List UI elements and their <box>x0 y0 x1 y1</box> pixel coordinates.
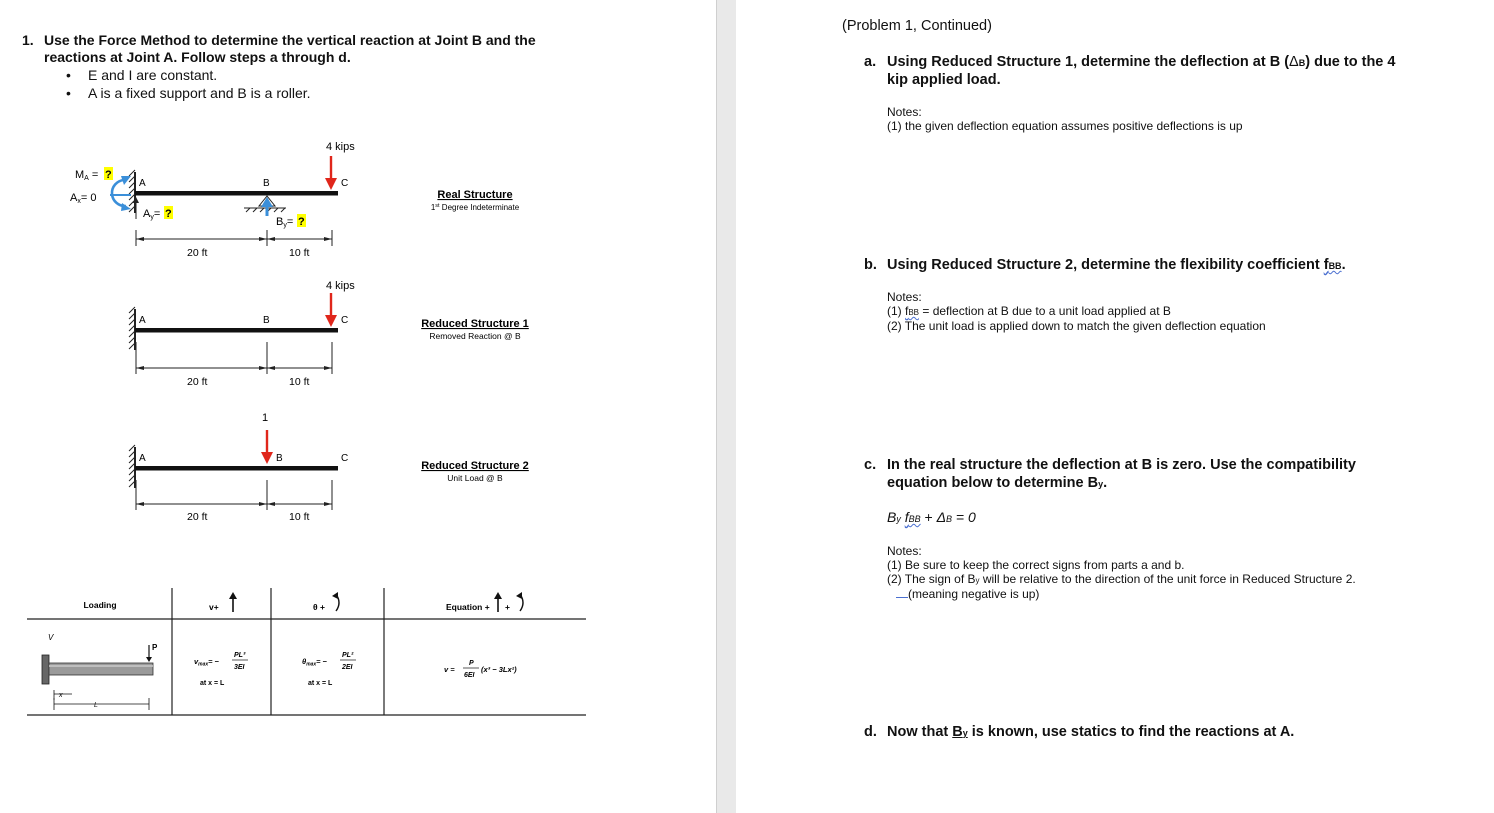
part-c-line2: equation below to determine By. <box>887 475 1108 491</box>
cantilever-beam <box>49 663 153 675</box>
part-c-line1: In the real structure the deflection at B is zero. Use the compatibility <box>887 457 1356 473</box>
joint-c-label: C <box>341 178 349 189</box>
cantilever-wall <box>42 655 49 684</box>
joint-b-label: B <box>276 453 283 464</box>
structure-diagrams <box>0 0 716 813</box>
part-b-letter: b. <box>864 257 877 273</box>
part-c-notes-heading: Notes: <box>887 544 922 558</box>
page-gutter <box>716 0 737 813</box>
real-structure-title: Real Structure <box>437 189 513 201</box>
by-label: By= <box>276 216 294 229</box>
part-d-line: Now that By is known, use statics to find the reactions at A. <box>887 724 1295 740</box>
joint-a-label: A <box>139 178 146 189</box>
thetamax-numerator: PL² <box>342 652 354 659</box>
ay-unknown: ? <box>165 208 172 220</box>
v-axis-label: V <box>48 633 54 642</box>
joint-b-label: B <box>263 315 270 326</box>
equation-denominator: 6EI <box>464 672 475 679</box>
part-a-notes-heading: Notes: <box>887 105 922 119</box>
compatibility-equation: By fBB + ΔB = 0 <box>887 509 976 525</box>
table-header-deflection: v+ <box>209 602 219 612</box>
real-structure-subtitle: 1st Degree Indeterminate <box>430 203 520 212</box>
joint-c-label: C <box>341 315 349 326</box>
span1-label: 20 ft <box>187 511 208 523</box>
table-header-plus: + <box>505 602 510 612</box>
reduced-beam-2 <box>135 466 338 471</box>
bullet-item: • E and I are constant. <box>66 67 218 83</box>
continued-header: (Problem 1, Continued) <box>842 18 992 34</box>
deflection-table <box>27 588 586 715</box>
reduced-structure-1-title: Reduced Structure 1 <box>421 318 529 330</box>
joint-a-label: A <box>139 315 146 326</box>
equation-numerator: P <box>469 660 474 667</box>
reduced-beam-1 <box>135 328 338 333</box>
reduced-structure-1-diagram <box>129 280 529 388</box>
part-c-note-3: (meaning negative is up) <box>896 587 1039 602</box>
bullet-item: • A is a fixed support and B is a roller. <box>66 85 311 101</box>
part-a-line1: Using Reduced Structure 1, determine the deflection at B (ΔB) due to the 4 <box>887 54 1396 70</box>
part-a-note-1: (1) the given deflection equation assumes positive deflections is up <box>887 119 1243 133</box>
joint-c-label: C <box>341 453 349 464</box>
l-dim-label: L <box>94 702 98 709</box>
dimension-line <box>136 230 332 246</box>
part-c-note-2: (2) The sign of By will be relative to the direction of the unit force in Reduced Structure 2. <box>887 572 1356 586</box>
bullet-text: E and I are constant. <box>88 67 218 83</box>
joint-b-label: B <box>263 178 270 189</box>
span1-label: 20 ft <box>187 376 208 388</box>
by-unknown: ? <box>298 216 305 228</box>
dimension-line <box>136 342 332 374</box>
problem-statement-line2: reactions at Joint A. Follow steps a through d. <box>44 49 351 65</box>
ax-label: Ax= 0 <box>70 192 97 205</box>
part-d-letter: d. <box>864 724 877 740</box>
span2-label: 10 ft <box>289 511 310 523</box>
load-label: 4 kips <box>326 280 355 292</box>
part-a-letter: a. <box>864 54 877 70</box>
vmax-location: at x = L <box>200 680 225 687</box>
thetamax-denominator: 2EI <box>342 664 353 671</box>
right-page <box>736 0 1494 813</box>
table-header-slope: θ + <box>313 602 325 612</box>
vmax-lhs: $v_{max}=$ − <box>194 657 220 668</box>
real-beam <box>135 191 338 196</box>
ma-unknown: ? <box>105 169 112 181</box>
vmax-numerator: PL³ <box>234 652 246 659</box>
equation-lhs: v = <box>444 665 455 674</box>
table-header-equation: Equation + <box>446 602 490 612</box>
part-c-note-1: (1) Be sure to keep the correct signs from parts a and b. <box>887 558 1185 572</box>
part-a-line2: kip applied load. <box>887 72 1001 88</box>
load-p-label: P <box>152 643 158 652</box>
problem-statement-line1: Use the Force Method to determine the vertical reaction at Joint B and the <box>44 32 536 48</box>
x-dim-label: x <box>59 692 63 699</box>
problem-number: 1. <box>22 32 34 48</box>
reduced-structure-2-subtitle: Unit Load @ B <box>447 473 503 483</box>
span1-label: 20 ft <box>187 247 208 259</box>
unit-load-label: 1 <box>262 412 269 424</box>
part-b-line: Using Reduced Structure 2, determine the flexibility coefficient fBB. <box>887 257 1346 273</box>
bullet-text: A is a fixed support and B is a roller. <box>88 85 311 101</box>
part-b-notes-heading: Notes: <box>887 290 922 304</box>
load-label: 4 kips <box>326 141 355 153</box>
equation-rhs: (x³ − 3Lx²) <box>481 665 517 674</box>
span2-label: 10 ft <box>289 376 310 388</box>
vmax-denominator: 3EI <box>234 664 245 671</box>
ay-label: Ay= <box>143 208 161 221</box>
joint-a-label: A <box>139 453 146 464</box>
reduced-structure-2-title: Reduced Structure 2 <box>421 460 529 472</box>
moment-arrowhead <box>121 176 131 185</box>
span2-label: 10 ft <box>289 247 310 259</box>
part-c-letter: c. <box>864 457 877 473</box>
thetamax-lhs: $\theta_{max}=$ − <box>302 657 328 668</box>
ma-label: MA = <box>75 169 99 182</box>
left-page <box>0 0 716 813</box>
reduced-structure-1-subtitle: Removed Reaction @ B <box>429 331 521 341</box>
thetamax-location: at x = L <box>308 680 333 687</box>
reduced-structure-2-diagram <box>129 412 529 523</box>
part-b-note-1: (1) fBB = deflection at B due to a unit load applied at B <box>887 304 1171 318</box>
table-header-loading: Loading <box>83 600 117 610</box>
real-structure-diagram <box>70 141 520 259</box>
dimension-line <box>136 480 332 510</box>
part-b-note-2: (2) The unit load is applied down to match the given deflection equation <box>887 319 1266 333</box>
